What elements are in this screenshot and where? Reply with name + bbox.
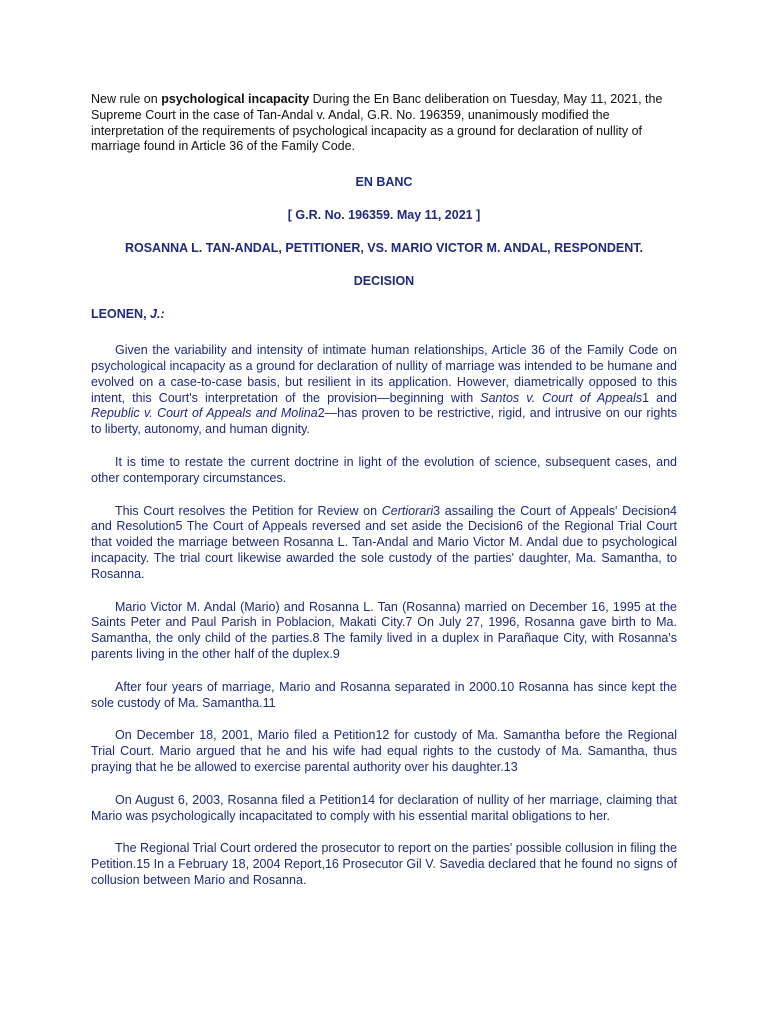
- paragraph-3-text-a: This Court resolves the Petition for Review on: [115, 503, 382, 518]
- paragraph-5: After four years of marriage, Mario and Rosanna separated in 2000.10 Rosanna has since kept the sole custody of Ma. Samantha.11: [91, 679, 677, 710]
- paragraph-2: It is time to restate the current doctrine in light of the evolution of science, subsequent cases, and other contemporary circumstances.: [91, 454, 677, 485]
- paragraph-7: On August 6, 2003, Rosanna filed a Petition14 for declaration of nullity of her marriage, claiming that Mario was psychologically incapacitated to comply with his essential marital obligations to her.: [91, 792, 677, 823]
- ponente-name: LEONEN,: [91, 307, 151, 322]
- ponente-line: [91, 307, 677, 323]
- paragraph-1-text-c: 2—has proven to be restrictive, rigid, and intrusive on our rights to liberty, autonomy, and human dignity.: [91, 406, 677, 437]
- paragraph-1-text-b: 1 and: [642, 390, 678, 405]
- intro-lead: New rule on: [91, 92, 162, 106]
- paragraph-3-text-b: 3 assailing the Court of Appeals' Decision4 and Resolution5 The Court of Appeals reversed and set aside the Decision6 of the Regional Trial Court that voided the marriage between Rosanna L. Tan-Andal and Mario Victor M. Andal due to psychological incapacity. The trial court likewise awarded the sole custody of the parties' daughter, Ma. Samantha, to Rosanna.: [91, 503, 677, 581]
- intro-paragraph: [91, 92, 677, 155]
- ponente-title: J.:: [150, 307, 165, 322]
- paragraph-3: [91, 504, 677, 583]
- case-citation-santos: Santos v. Court of Appeals: [480, 390, 643, 405]
- decision-heading: DECISION: [353, 273, 415, 288]
- document-page: [91, 92, 677, 889]
- paragraph-1-text-a: Given the variability and intensity of intimate human relationships, Article 36 of the Family Code on psychological incapacity as a ground for declaration of nullity of marriage was intended to be humane and evolved on a case-to-case basis, but resilient in its application. However, diametrically opposed to this intent, this Court's interpretation of the provision—beginning with: [91, 343, 677, 405]
- intro-rest: During the En Banc deliberation on Tuesday, May 11, 2021, the Supreme Court in the case of Tan-Andal v. Andal, G.R. No. 196359, unanimously modified the interpretation of the requirements of psychological incapacity as a ground for declaration of nullity of marriage found in Article 36 of the Family Code.: [91, 92, 663, 154]
- paragraph-1: [91, 343, 677, 438]
- paragraph-8: The Regional Trial Court ordered the prosecutor to report on the parties' possible collusion in filing the Petition.15 In a February 18, 2004 Report,16 Prosecutor Gil V. Savedia declared that he found no signs of collusion between Mario and Rosanna.: [91, 841, 677, 887]
- division-heading: EN BANC: [355, 175, 413, 190]
- case-citation-molina: Republic v. Court of Appeals and Molina: [91, 406, 318, 421]
- term-certiorari: Certiorari: [381, 503, 434, 518]
- paragraph-6: On December 18, 2001, Mario filed a Petition12 for custody of Ma. Samantha before the Regional Trial Court. Mario argued that he and his wife had equal rights to the custody of Ma. Samantha, thus praying that he be allowed to exercise parental authority over his daughter.13: [91, 728, 677, 774]
- case-number-heading: [ G.R. No. 196359. May 11, 2021 ]: [287, 207, 481, 222]
- paragraph-4: Mario Victor M. Andal (Mario) and Rosanna L. Tan (Rosanna) married on December 16, 1995 at the Saints Peter and Paul Parish in Poblacion, Makati City.7 On July 27, 1996, Rosanna gave birth to Ma. Samantha, the only child of the parties.8 The family lived in a duplex in Parañaque City, with Rosanna's parents living in the other half of the duplex.9: [91, 599, 677, 661]
- intro-bold-topic: psychological incapacity: [161, 92, 310, 106]
- parties-heading: ROSANNA L. TAN-ANDAL, PETITIONER, VS. MARIO VICTOR M. ANDAL, RESPONDENT.: [124, 240, 644, 255]
